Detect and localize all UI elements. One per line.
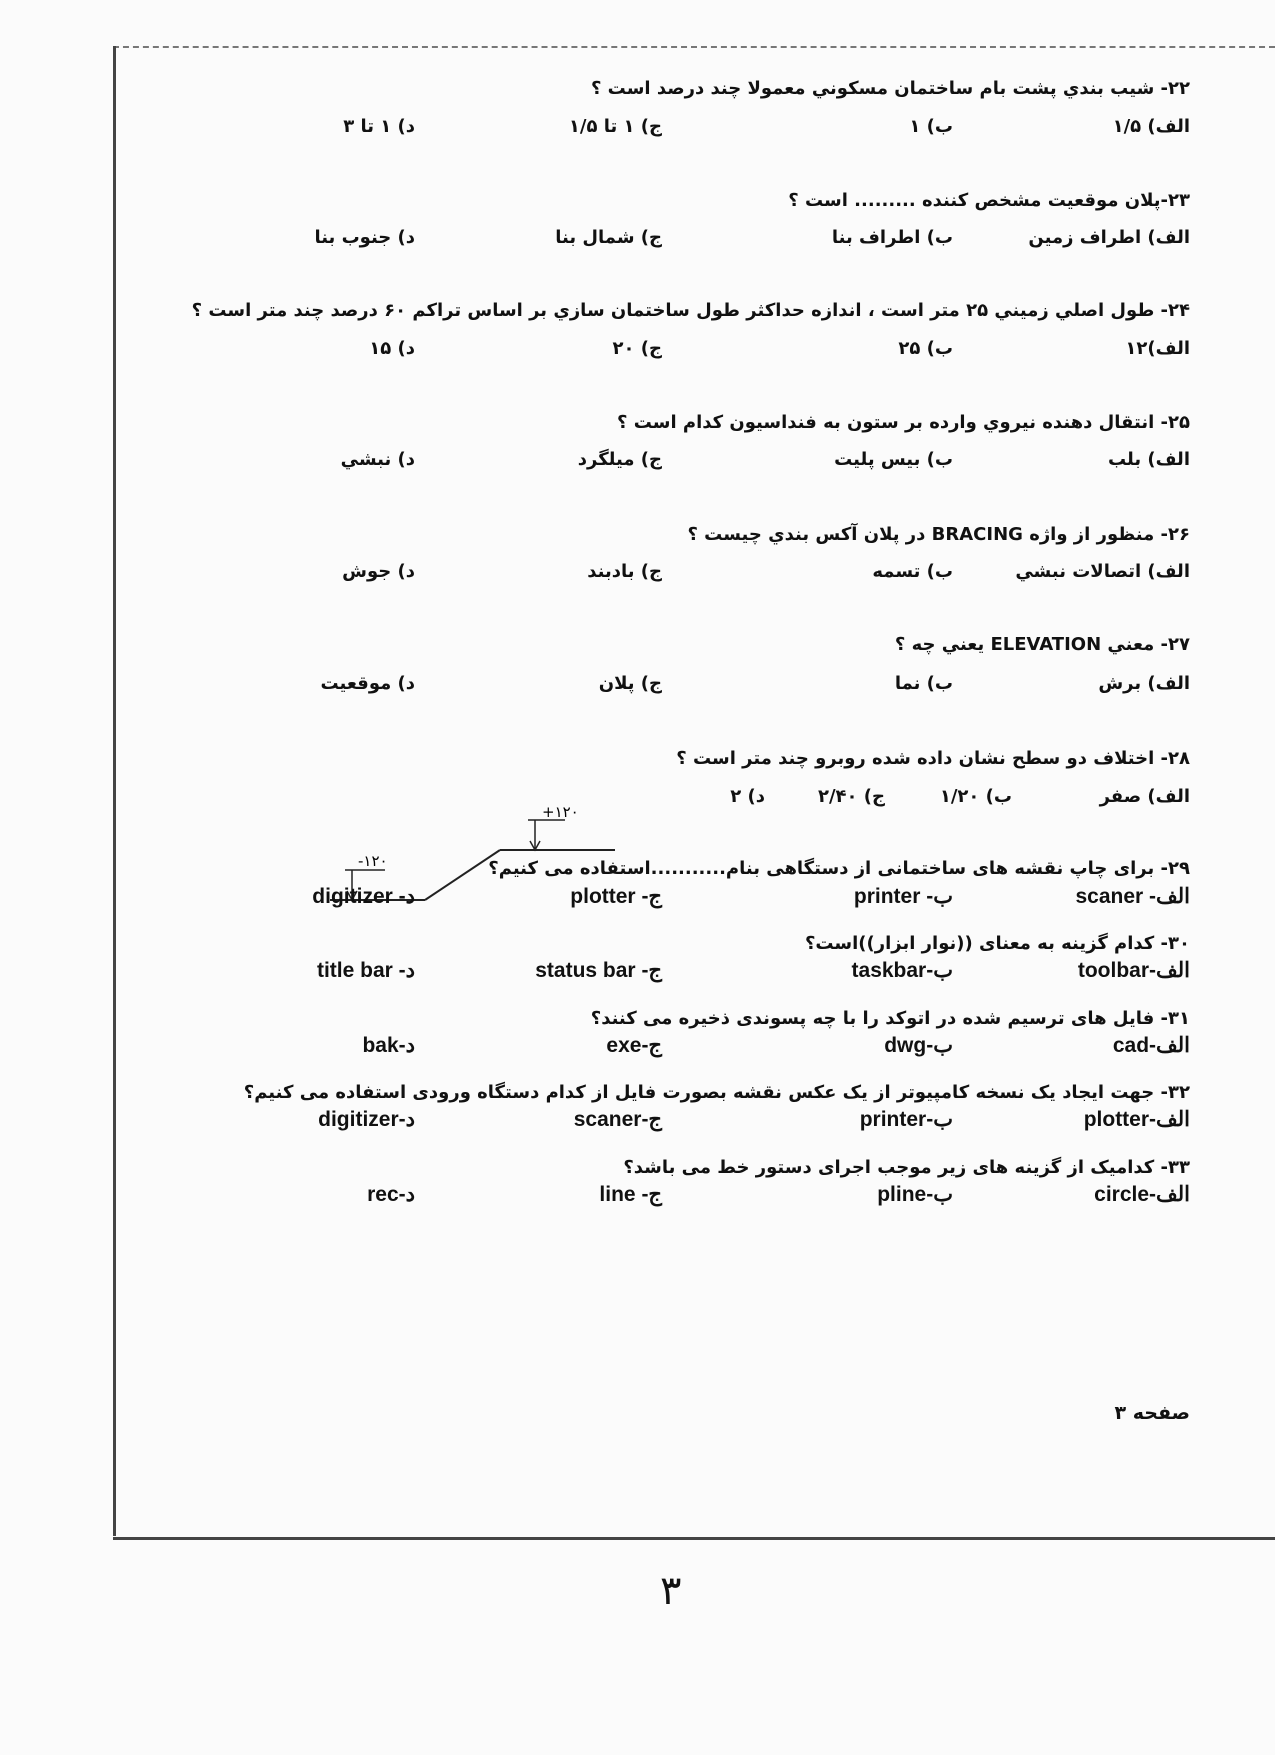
option-jim: ج) بادبند [587, 561, 662, 582]
lower-level-label: -۱۲۰ [358, 852, 388, 870]
option-alef: الف) اتصالات نبشي [1015, 561, 1190, 582]
option-dal: د) نبشي [340, 449, 415, 470]
option-alef: الف)۱۲ [1125, 338, 1190, 359]
option-dal: د- digitizer [312, 885, 415, 908]
question-32: ۳۲- جهت ایجاد یک نسخه کامپیوتر از یک عکس نقشه بصورت فایل از کدام دستگاه ورودی استفاده می کنیم؟ [243, 1082, 1190, 1103]
option-jim: ج) ۲/۴۰ [817, 786, 885, 807]
question-29-options [120, 884, 1190, 912]
option-dal: د) موقعيت [320, 673, 415, 694]
question-28-options [590, 786, 1190, 814]
option-dal: د-digitizer [318, 1108, 415, 1131]
question-23-options [120, 227, 1190, 255]
option-alef: الف-plotter [1083, 1108, 1190, 1131]
option-jim: ج) پلان [598, 673, 662, 694]
option-jim: ج-exe [606, 1034, 662, 1057]
upper-level-label: +۱۲۰ [542, 803, 579, 821]
option-jim: ج- line [599, 1183, 662, 1206]
question-22-options [120, 116, 1190, 144]
question-25-options [120, 449, 1190, 477]
question-27-options [120, 673, 1190, 701]
option-alef: الف) صفر [1099, 786, 1190, 807]
question-22: ۲۲- شيب بندي پشت بام ساختمان مسكوني معمولا چند درصد است ؟ [590, 78, 1190, 99]
option-alef: الف) ۱/۵ [1112, 116, 1190, 137]
question-24-options [120, 338, 1190, 366]
option-be: ب) اطراف بنا [831, 227, 953, 248]
question-30: ۳۰- کدام گزینه به معنای ((نوار ابزار))است؟ [804, 933, 1190, 954]
option-jim: ج) ميلگرد [577, 449, 662, 470]
option-be: ب) ۲۵ [898, 338, 953, 359]
option-be: ب-pline [877, 1183, 953, 1206]
question-33-options [120, 1182, 1190, 1210]
option-dal: د) جوش [342, 561, 415, 582]
page-frame-top [113, 46, 1275, 48]
page-number: ۳ [660, 1568, 682, 1614]
option-dal: د- title bar [316, 959, 415, 982]
option-jim: ج) ۱ تا ۱/۵ [568, 116, 662, 137]
option-alef: الف-cad [1112, 1034, 1190, 1057]
question-26: ۲۶- منظور از واژه BRACING در پلان آكس بندي چيست ؟ [687, 524, 1190, 545]
option-jim: ج) ۲۰ [612, 338, 662, 359]
question-25: ۲۵- انتقال دهنده نيروي وارده بر ستون به فنداسيون كدام است ؟ [617, 412, 1190, 433]
question-31-options [120, 1033, 1190, 1061]
option-alef: الف) اطراف زمين [1028, 227, 1190, 248]
question-30-options [120, 958, 1190, 986]
question-29: ۲۹- برای چاپ نقشه های ساختمانی از دستگاهی بنام...........استفاده می کنیم؟ [488, 858, 1190, 879]
option-jim: ج- status bar [535, 959, 662, 982]
option-dal: د-rec [367, 1183, 415, 1206]
question-23: ۲۳-پلان موقعيت مشخص كننده ......... است ؟ [788, 190, 1190, 211]
question-32-options [120, 1107, 1190, 1135]
option-be: ب-printer [859, 1108, 953, 1131]
option-be: ب) تسمه [872, 561, 953, 582]
option-alef: الف-circle [1094, 1183, 1190, 1206]
page-frame-bottom [113, 1537, 1275, 1540]
option-dal: د) ۲ [730, 786, 765, 807]
option-dal: د) ۱ تا ۳ [343, 116, 415, 137]
option-be: ب) ۱/۲۰ [939, 786, 1012, 807]
question-33: ۳۳- کدامیک از گزینه های زیر موجب اجرای دستور خط می باشد؟ [623, 1157, 1190, 1178]
option-be: ب-dwg [884, 1034, 953, 1057]
question-26-options [120, 561, 1190, 589]
question-27: ۲۷- معني ELEVATION يعني چه ؟ [894, 634, 1190, 655]
question-24: ۲۴- طول اصلي زميني ۲۵ متر است ، اندازه حداكثر طول ساختمان سازي بر اساس تراكم ۶۰ درصد چند متر است ؟ [191, 300, 1190, 321]
option-jim: ج) شمال بنا [555, 227, 662, 248]
option-jim: ج-scaner [573, 1108, 662, 1131]
question-28: ۲۸- اختلاف دو سطح نشان داده شده روبرو چند متر است ؟ [676, 748, 1190, 769]
option-be: ب) نما [894, 673, 953, 694]
page-frame-left [113, 46, 116, 1536]
option-be: ب- printer [853, 885, 953, 908]
option-be: ب-taskbar [851, 959, 953, 982]
option-dal: د) جنوب بنا [314, 227, 415, 248]
option-be: ب) ۱ [909, 116, 953, 137]
page-label: صفحه ۳ [1114, 1402, 1190, 1424]
option-be: ب) بيس پليت [834, 449, 953, 470]
question-31: ۳۱- فایل های ترسیم شده در اتوکد را با چه پسوندی ذخیره می کنند؟ [590, 1008, 1190, 1029]
option-dal: د-bak [362, 1034, 415, 1057]
option-alef: الف- scaner [1075, 885, 1190, 908]
option-alef: الف-toolbar [1077, 959, 1190, 982]
option-dal: د) ۱۵ [369, 338, 415, 359]
option-jim: ج- plotter [570, 885, 662, 908]
option-alef: الف) برش [1098, 673, 1190, 694]
option-alef: الف) بلب [1107, 449, 1190, 470]
